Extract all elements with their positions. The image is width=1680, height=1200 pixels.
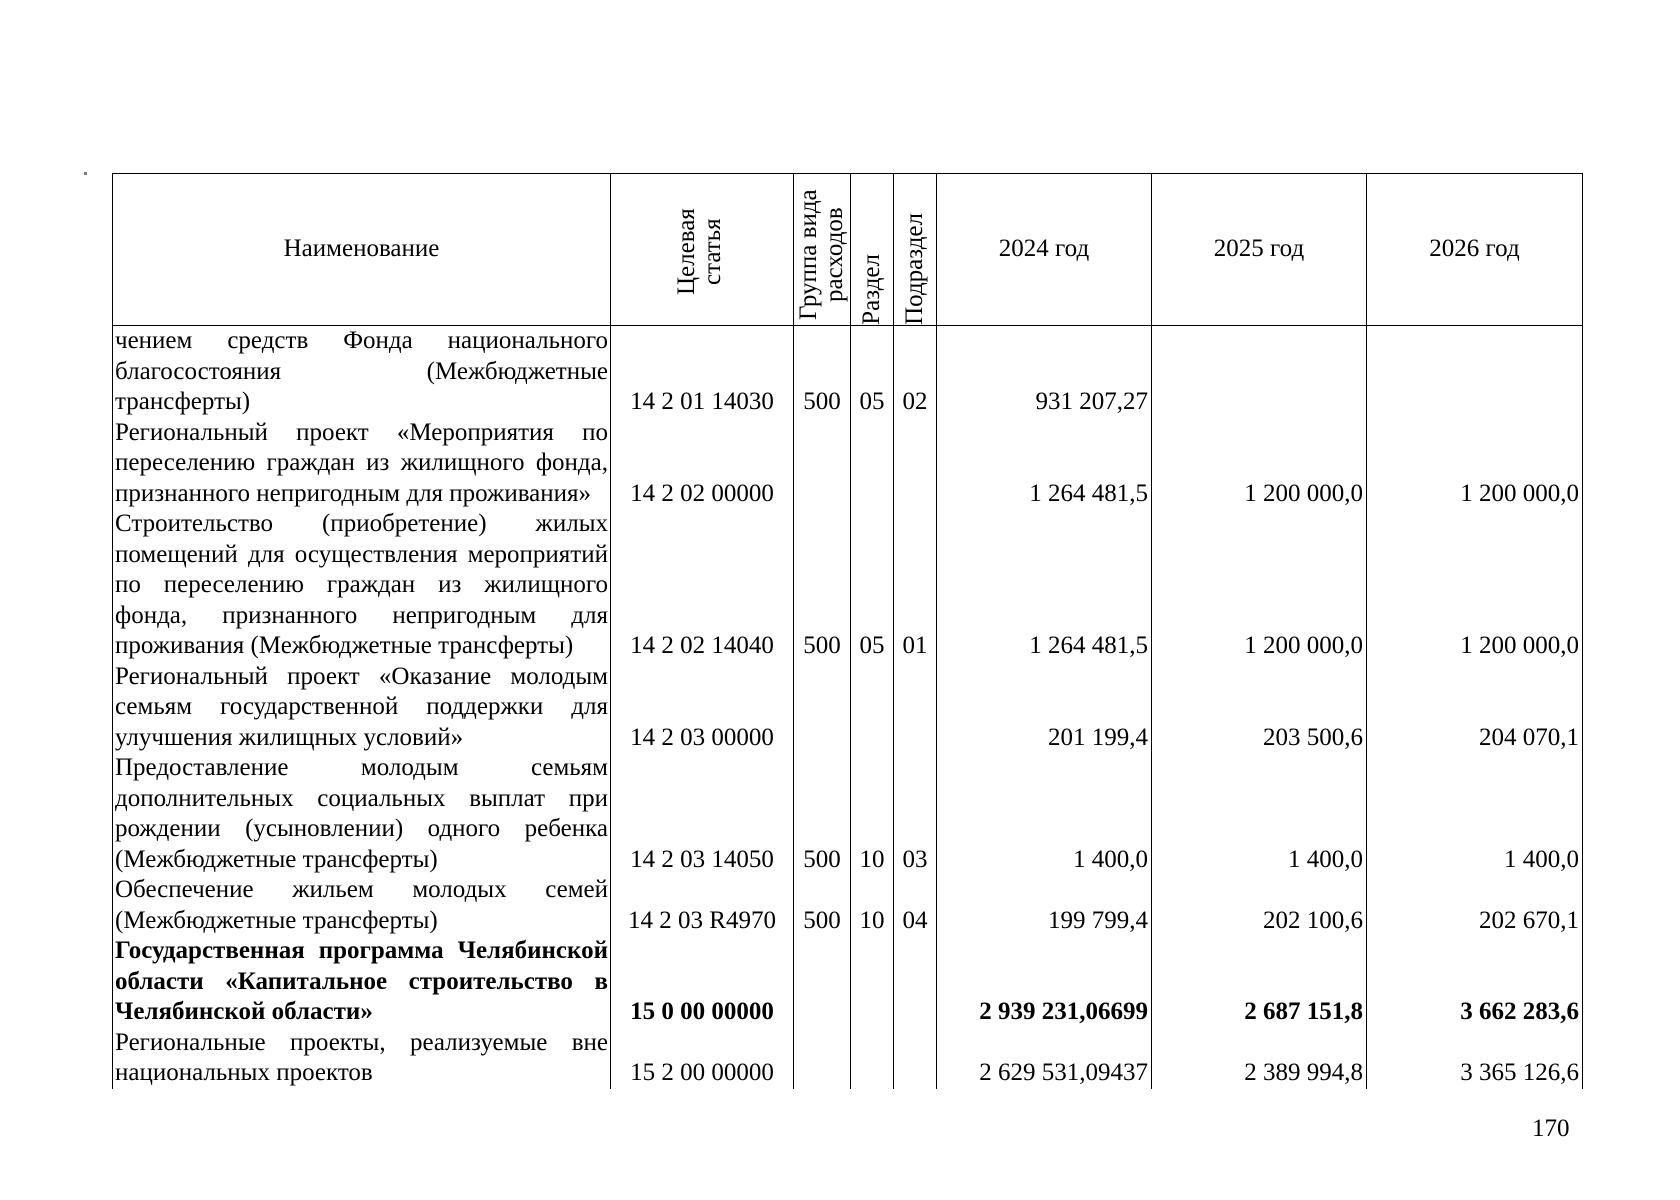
budget-table bbox=[112, 173, 1583, 1089]
page-number: 170 bbox=[1532, 1115, 1570, 1142]
subsection-cell: 01 bbox=[894, 509, 937, 662]
row-name: чением средств Фонда национального благосостояния (Межбюджетные трансферты) bbox=[113, 326, 611, 418]
value-2025: 203 500,6 bbox=[1152, 662, 1367, 754]
subsection-cell bbox=[894, 936, 937, 1028]
value-2024: 199 799,4 bbox=[937, 875, 1152, 936]
header-subsection: Подраздел bbox=[894, 174, 937, 326]
expense-group-cell bbox=[794, 936, 851, 1028]
target-article-cell: 15 2 00 00000 bbox=[611, 1028, 794, 1089]
header-2026: 2026 год bbox=[1367, 174, 1583, 326]
table-row bbox=[113, 753, 1583, 875]
value-2024: 1 264 481,5 bbox=[937, 418, 1152, 510]
header-section: Раздел bbox=[851, 174, 894, 326]
expense-group-cell bbox=[794, 662, 851, 754]
target-article-cell: 14 2 03 R4970 bbox=[611, 875, 794, 936]
header-2025: 2025 год bbox=[1152, 174, 1367, 326]
section-cell: 10 bbox=[851, 753, 894, 875]
target-article-cell: 14 2 03 14050 bbox=[611, 753, 794, 875]
row-name: Региональный проект «Мероприятия по переселению граждан из жилищного фонда, признанного непригодным для проживания» bbox=[113, 418, 611, 510]
value-2025: 1 200 000,0 bbox=[1152, 418, 1367, 510]
value-2026: 3 365 126,6 bbox=[1367, 1028, 1583, 1089]
table-row bbox=[113, 326, 1583, 418]
value-2026: 1 400,0 bbox=[1367, 753, 1583, 875]
value-2025: 1 200 000,0 bbox=[1152, 509, 1367, 662]
section-cell: 05 bbox=[851, 326, 894, 418]
header-name: Наименование bbox=[113, 174, 611, 326]
header-expense-group: Группа вида расходов bbox=[794, 174, 851, 326]
value-2024: 931 207,27 bbox=[937, 326, 1152, 418]
expense-group-cell: 500 bbox=[794, 875, 851, 936]
header-row bbox=[113, 174, 1583, 326]
value-2025: 1 400,0 bbox=[1152, 753, 1367, 875]
table-row bbox=[113, 418, 1583, 510]
value-2025: 202 100,6 bbox=[1152, 875, 1367, 936]
value-2024: 1 400,0 bbox=[937, 753, 1152, 875]
table-row bbox=[113, 662, 1583, 754]
subsection-cell: 02 bbox=[894, 326, 937, 418]
value-2025: 2 687 151,8 bbox=[1152, 936, 1367, 1028]
subsection-cell bbox=[894, 662, 937, 754]
section-cell bbox=[851, 936, 894, 1028]
table-row bbox=[113, 936, 1583, 1028]
value-2024: 2 629 531,09437 bbox=[937, 1028, 1152, 1089]
expense-group-cell: 500 bbox=[794, 509, 851, 662]
target-article-cell: 15 0 00 00000 bbox=[611, 936, 794, 1028]
header-2024: 2024 год bbox=[937, 174, 1152, 326]
expense-group-cell bbox=[794, 1028, 851, 1089]
section-cell bbox=[851, 1028, 894, 1089]
scan-dot bbox=[84, 172, 87, 175]
target-article-cell: 14 2 02 00000 bbox=[611, 418, 794, 510]
row-name: Строительство (приобретение) жилых помещений для осуществления мероприятий по переселению граждан из жилищного фонда, признанного непригодным для проживания (Межбюджетные трансферты) bbox=[113, 509, 611, 662]
value-2025: 2 389 994,8 bbox=[1152, 1028, 1367, 1089]
expense-group-cell: 500 bbox=[794, 753, 851, 875]
table-body bbox=[113, 326, 1583, 1089]
row-name: Предоставление молодым семьям дополнительных социальных выплат при рождении (усыновлении) одного ребенка (Межбюджетные трансферты) bbox=[113, 753, 611, 875]
value-2026: 1 200 000,0 bbox=[1367, 418, 1583, 510]
value-2026: 1 200 000,0 bbox=[1367, 509, 1583, 662]
row-name: Государственная программа Челябинской области «Капитальное строительство в Челябинской области» bbox=[113, 936, 611, 1028]
section-cell bbox=[851, 418, 894, 510]
row-name: Региональные проекты, реализуемые вне национальных проектов bbox=[113, 1028, 611, 1089]
table-row bbox=[113, 509, 1583, 662]
value-2026: 3 662 283,6 bbox=[1367, 936, 1583, 1028]
target-article-cell: 14 2 02 14040 bbox=[611, 509, 794, 662]
value-2026: 204 070,1 bbox=[1367, 662, 1583, 754]
value-2026 bbox=[1367, 326, 1583, 418]
target-article-cell: 14 2 03 00000 bbox=[611, 662, 794, 754]
section-cell: 05 bbox=[851, 509, 894, 662]
value-2024: 2 939 231,06699 bbox=[937, 936, 1152, 1028]
expense-group-cell bbox=[794, 418, 851, 510]
table-row bbox=[113, 875, 1583, 936]
expense-group-cell: 500 bbox=[794, 326, 851, 418]
value-2024: 1 264 481,5 bbox=[937, 509, 1152, 662]
subsection-cell bbox=[894, 418, 937, 510]
subsection-cell: 04 bbox=[894, 875, 937, 936]
section-cell bbox=[851, 662, 894, 754]
value-2025 bbox=[1152, 326, 1367, 418]
section-cell: 10 bbox=[851, 875, 894, 936]
value-2024: 201 199,4 bbox=[937, 662, 1152, 754]
table-row bbox=[113, 1028, 1583, 1089]
value-2026: 202 670,1 bbox=[1367, 875, 1583, 936]
header-target-article: Целевая статья bbox=[611, 174, 794, 326]
row-name: Обеспечение жильем молодых семей (Межбюджетные трансферты) bbox=[113, 875, 611, 936]
subsection-cell bbox=[894, 1028, 937, 1089]
row-name: Региональный проект «Оказание молодым семьям государственной поддержки для улучшения жилищных условий» bbox=[113, 662, 611, 754]
subsection-cell: 03 bbox=[894, 753, 937, 875]
target-article-cell: 14 2 01 14030 bbox=[611, 326, 794, 418]
